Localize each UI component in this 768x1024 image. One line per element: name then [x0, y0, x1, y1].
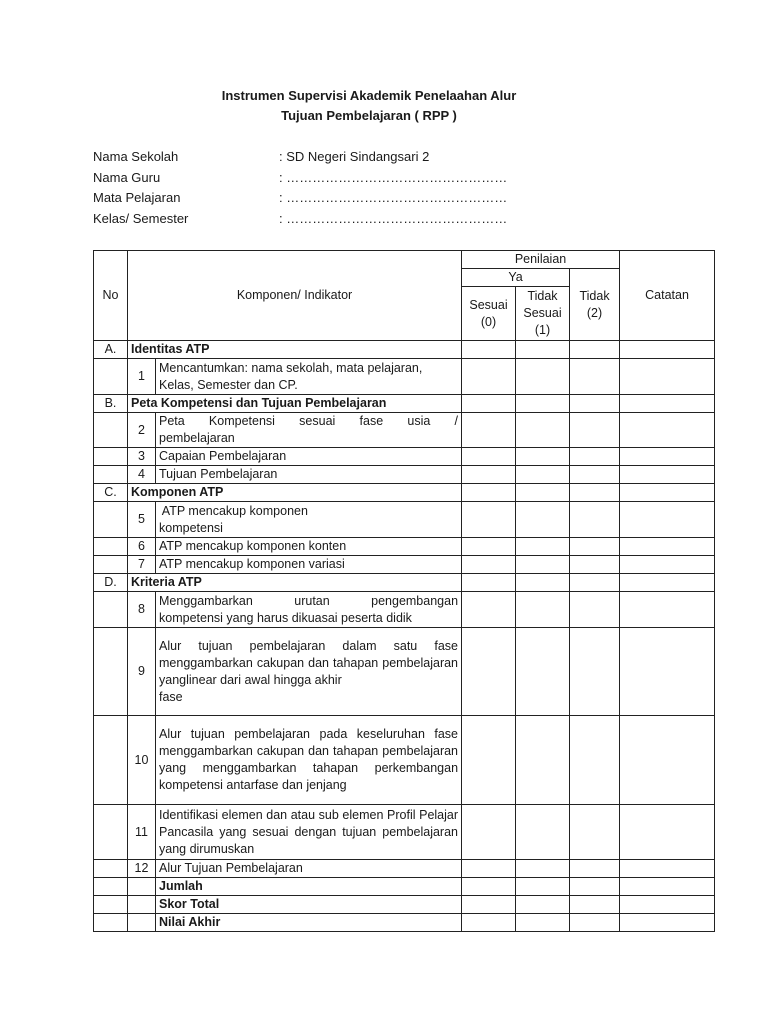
score-cell[interactable] [516, 502, 570, 538]
table-row [94, 716, 715, 805]
item-text: ATP mencakup komponen konten [156, 538, 462, 556]
item-text: Alur Tujuan Pembelajaran [156, 860, 462, 878]
score-cell[interactable] [516, 628, 570, 716]
score-cell[interactable] [462, 628, 516, 716]
notes-cell[interactable] [620, 413, 715, 448]
item-number: 11 [128, 805, 156, 860]
score-cell[interactable] [570, 716, 620, 805]
section-row [94, 484, 715, 502]
table-row [94, 628, 715, 716]
item-text: Alur tujuan pembelajaran pada keseluruhan fase menggambarkan cakupan dan tahapan pembelajaran yang menggambarkan tahapan perkembangan kompetensi antarfase dan jenjang [156, 716, 462, 805]
section-title: Komponen ATP [128, 484, 462, 502]
item-text: Mencantumkan: nama sekolah, mata pelajaran, Kelas, Semester dan CP. [156, 359, 462, 395]
document-title: Instrumen Supervisi Akademik Penelaahan Alur [221, 88, 517, 103]
item-number: 5 [128, 502, 156, 538]
section-title: Kriteria ATP [128, 574, 462, 592]
item-text: Menggambarkan urutan pengembangan kompetensi yang harus dikuasai peserta didik [156, 592, 462, 628]
notes-cell[interactable] [620, 359, 715, 395]
score-cell[interactable] [462, 448, 516, 466]
table-row [94, 359, 715, 395]
score-cell[interactable] [570, 896, 620, 914]
score-cell[interactable] [516, 413, 570, 448]
notes-cell[interactable] [620, 628, 715, 716]
score-cell[interactable] [570, 502, 620, 538]
item-text: Alur tujuan pembelajaran dalam satu fase menggambarkan cakupan dan tahapan pembelajaran yanglinear dari awal hingga akhir fase [156, 628, 462, 716]
table-row [94, 556, 715, 574]
notes-cell[interactable] [620, 592, 715, 628]
score-cell[interactable] [516, 716, 570, 805]
score-cell[interactable] [462, 538, 516, 556]
item-number: 1 [128, 359, 156, 395]
score-cell[interactable] [516, 592, 570, 628]
notes-cell[interactable] [620, 556, 715, 574]
table-row [94, 502, 715, 538]
score-cell[interactable] [570, 359, 620, 395]
table-row [94, 538, 715, 556]
section-row [94, 395, 715, 413]
header-tidak-sesuai: Tidak Sesuai (1) [516, 287, 570, 341]
score-cell[interactable] [462, 359, 516, 395]
score-cell[interactable] [516, 359, 570, 395]
score-cell[interactable] [516, 914, 570, 932]
item-text: Identifikasi elemen dan atau sub elemen Profil Pelajar Pancasila yang sesuai dengan tujuan pembelajaran yang dirumuskan [156, 805, 462, 860]
section-letter: D. [94, 574, 128, 592]
notes-cell[interactable] [620, 896, 715, 914]
section-title: Identitas ATP [128, 341, 462, 359]
score-cell[interactable] [570, 538, 620, 556]
score-cell[interactable] [516, 860, 570, 878]
score-cell[interactable] [570, 860, 620, 878]
score-cell[interactable] [570, 805, 620, 860]
item-text: Capaian Pembelajaran [156, 448, 462, 466]
header-assessment: Penilaian [462, 251, 620, 269]
notes-cell[interactable] [620, 716, 715, 805]
info-label: Nama Sekolah [93, 149, 179, 164]
footer-row-final [94, 914, 715, 932]
item-number: 3 [128, 448, 156, 466]
notes-cell[interactable] [620, 466, 715, 484]
item-text: ATP mencakup komponen variasi [156, 556, 462, 574]
score-cell[interactable] [516, 448, 570, 466]
header-notes: Catatan [620, 251, 715, 341]
item-number: 10 [128, 716, 156, 805]
info-value: : …………………………………………… [279, 169, 508, 185]
score-cell[interactable] [570, 878, 620, 896]
score-cell[interactable] [462, 556, 516, 574]
score-cell[interactable] [462, 878, 516, 896]
notes-cell[interactable] [620, 860, 715, 878]
section-row [94, 341, 715, 359]
item-number: 7 [128, 556, 156, 574]
final-score-label: Nilai Akhir [156, 914, 462, 932]
section-letter: A. [94, 341, 128, 359]
info-label: Mata Pelajaran [93, 190, 181, 205]
notes-cell[interactable] [620, 502, 715, 538]
score-cell[interactable] [462, 592, 516, 628]
item-number: 6 [128, 538, 156, 556]
info-value: : SD Negeri Sindangsari 2 [279, 149, 430, 164]
notes-cell[interactable] [620, 805, 715, 860]
score-cell[interactable] [462, 502, 516, 538]
score-cell[interactable] [570, 448, 620, 466]
info-row-subject [93, 190, 507, 211]
score-cell[interactable] [462, 914, 516, 932]
header-yes: Ya [462, 269, 570, 287]
score-cell[interactable] [570, 628, 620, 716]
score-cell[interactable] [570, 556, 620, 574]
notes-cell[interactable] [620, 538, 715, 556]
notes-cell[interactable] [620, 914, 715, 932]
score-cell[interactable] [570, 914, 620, 932]
section-row [94, 574, 715, 592]
score-cell[interactable] [516, 878, 570, 896]
table-row [94, 413, 715, 448]
score-cell[interactable] [462, 860, 516, 878]
item-number: 8 [128, 592, 156, 628]
score-cell[interactable] [516, 538, 570, 556]
document-subtitle: Tujuan Pembelajaran ( RPP ) [281, 108, 457, 123]
table-row [94, 448, 715, 466]
total-score-label: Skor Total [156, 896, 462, 914]
info-row-school [93, 149, 507, 170]
score-cell[interactable] [516, 805, 570, 860]
header-tidak: Tidak (2) [570, 269, 620, 341]
item-number: 2 [128, 413, 156, 448]
info-row-class [93, 211, 507, 232]
header-no: No [94, 251, 128, 341]
score-cell[interactable] [462, 716, 516, 805]
item-number: 4 [128, 466, 156, 484]
item-number: 9 [128, 628, 156, 716]
item-text: ATP mencakup komponen kompetensi [156, 502, 462, 538]
score-cell[interactable] [516, 466, 570, 484]
info-label: Nama Guru [93, 169, 161, 185]
score-cell[interactable] [462, 896, 516, 914]
assessment-table [93, 250, 715, 932]
score-cell[interactable] [462, 805, 516, 860]
notes-cell[interactable] [620, 448, 715, 466]
score-cell[interactable] [462, 466, 516, 484]
table-row [94, 860, 715, 878]
info-row-teacher [93, 170, 507, 191]
header-component: Komponen/ Indikator [128, 251, 462, 341]
table-row [94, 466, 715, 484]
info-value: : …………………………………………… [279, 210, 508, 226]
section-title: Peta Kompetensi dan Tujuan Pembelajaran [128, 395, 462, 413]
table-row [94, 592, 715, 628]
section-letter: C. [94, 484, 128, 502]
info-value: : …………………………………………… [279, 190, 508, 205]
score-cell[interactable] [570, 592, 620, 628]
section-letter: B. [94, 395, 128, 413]
sum-label: Jumlah [156, 878, 462, 896]
notes-cell[interactable] [620, 878, 715, 896]
score-cell[interactable] [462, 413, 516, 448]
footer-row-sum [94, 878, 715, 896]
item-number: 12 [128, 860, 156, 878]
school-info [93, 149, 507, 231]
footer-row-total [94, 896, 715, 914]
item-text: Peta Kompetensi sesuai fase usia / pembelajaran [156, 413, 462, 448]
header-sesuai: Sesuai (0) [462, 287, 516, 341]
score-cell[interactable] [570, 466, 620, 484]
info-label: Kelas/ Semester [93, 210, 189, 226]
item-text: Tujuan Pembelajaran [156, 466, 462, 484]
score-cell[interactable] [570, 413, 620, 448]
score-cell[interactable] [516, 896, 570, 914]
table-row [94, 805, 715, 860]
score-cell[interactable] [516, 556, 570, 574]
